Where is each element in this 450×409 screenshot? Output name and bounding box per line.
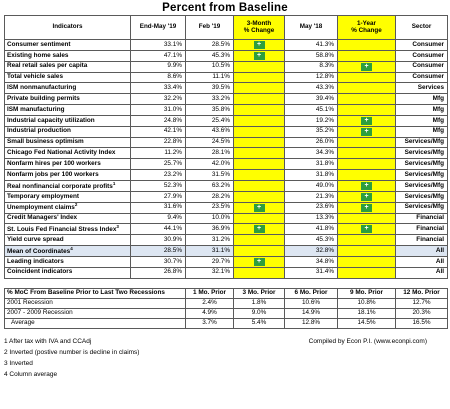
value-feb-19: 31.5%	[186, 170, 234, 181]
table-row	[5, 50, 448, 61]
indicator-name	[5, 267, 131, 278]
value-may-18: 19.2%	[285, 115, 338, 126]
value-feb-19: 10.0%	[186, 213, 234, 224]
three-month-change	[234, 170, 285, 181]
header-3-month-change: 3-Month % Change	[234, 16, 285, 40]
up-arrow-icon: +	[361, 225, 372, 233]
indicator-name	[5, 137, 131, 148]
table-row	[5, 159, 448, 170]
indicator-name	[5, 83, 131, 94]
value-end-may-19: 22.8%	[131, 137, 186, 148]
indicator-name	[5, 94, 131, 105]
indicator-label: Private building permits	[7, 94, 80, 102]
value-may-18: 43.3%	[285, 83, 338, 94]
sector: Mfg	[396, 126, 448, 137]
value-end-may-19: 30.7%	[131, 256, 186, 267]
recession-row	[5, 309, 448, 319]
recession-col-header: 1 Mo. Prior	[186, 289, 234, 299]
indicator-label: Real nonfinancial corporate profits	[7, 182, 113, 190]
one-year-change	[338, 148, 396, 159]
recession-value: 1.8%	[234, 299, 285, 309]
three-month-change	[234, 159, 285, 170]
footnote-1-text: 1 After tax with IVA and CCAdj	[4, 338, 92, 345]
header-may-18: May '18	[285, 16, 338, 40]
indicator-label: Mean of Coordinates	[7, 247, 71, 255]
value-feb-19: 35.8%	[186, 105, 234, 116]
indicator-name	[5, 224, 131, 235]
recession-col-header: 12 Mo. Prior	[396, 289, 448, 299]
sector: Consumer	[396, 40, 448, 51]
sector: Mfg	[396, 115, 448, 126]
three-month-change	[234, 213, 285, 224]
value-end-may-19: 9.4%	[131, 213, 186, 224]
value-feb-19: 39.5%	[186, 83, 234, 94]
value-end-may-19: 9.9%	[131, 61, 186, 72]
one-year-change	[338, 50, 396, 61]
value-end-may-19: 8.6%	[131, 72, 186, 83]
three-month-change	[234, 105, 285, 116]
one-year-change	[338, 105, 396, 116]
value-may-18: 31.8%	[285, 159, 338, 170]
one-year-change	[338, 40, 396, 51]
three-month-change	[234, 148, 285, 159]
indicator-name	[5, 40, 131, 51]
recession-value: 14.5%	[338, 319, 396, 329]
recession-value: 5.4%	[234, 319, 285, 329]
value-end-may-19: 28.5%	[131, 246, 186, 257]
indicator-name	[5, 246, 131, 257]
recession-col-header: 3 Mo. Prior	[234, 289, 285, 299]
one-year-change	[338, 180, 396, 191]
indicator-name	[5, 191, 131, 202]
value-may-18: 23.6%	[285, 202, 338, 213]
table-row	[5, 61, 448, 72]
one-year-change	[338, 137, 396, 148]
indicator-label: Leading indicators	[7, 257, 64, 265]
recession-value: 10.8%	[338, 299, 396, 309]
three-month-change	[234, 126, 285, 137]
one-year-change	[338, 224, 396, 235]
indicator-label: Temporary employment	[7, 192, 79, 200]
one-year-change	[338, 256, 396, 267]
three-month-change	[234, 72, 285, 83]
one-year-change	[338, 115, 396, 126]
indicator-name	[5, 235, 131, 246]
recession-table	[4, 288, 448, 329]
indicator-label: Credit Managers' Index	[7, 214, 78, 222]
three-month-change	[234, 267, 285, 278]
table-row	[5, 94, 448, 105]
header-sector: Sector	[396, 16, 448, 40]
up-arrow-icon: +	[361, 128, 372, 136]
recession-value: 16.5%	[396, 319, 448, 329]
footnote-1	[4, 336, 447, 347]
header-end-may-19: End-May '19	[131, 16, 186, 40]
three-month-change	[234, 83, 285, 94]
table-row	[5, 137, 448, 148]
indicator-label: Real retail sales per capita	[7, 62, 88, 70]
three-month-change	[234, 94, 285, 105]
table-row	[5, 115, 448, 126]
sector: Mfg	[396, 105, 448, 116]
sector: Services/Mfg	[396, 148, 448, 159]
recession-value: 3.7%	[186, 319, 234, 329]
recession-value: 2.4%	[186, 299, 234, 309]
value-may-18: 35.2%	[285, 126, 338, 137]
value-feb-19: 25.4%	[186, 115, 234, 126]
indicator-label: Nonfarm hires per 100 workers	[7, 160, 101, 167]
footnote-marker: 3	[116, 224, 119, 229]
value-end-may-19: 42.1%	[131, 126, 186, 137]
value-feb-19: 31.2%	[186, 235, 234, 246]
value-end-may-19: 24.8%	[131, 115, 186, 126]
recession-header: % MoC From Baseline Prior to Last Two Recessions	[5, 289, 186, 299]
three-month-change	[234, 50, 285, 61]
recession-label: 2007 - 2009 Recession	[5, 309, 186, 319]
value-feb-19: 32.1%	[186, 267, 234, 278]
indicator-name	[5, 256, 131, 267]
recession-label: Average	[5, 319, 186, 329]
value-end-may-19: 33.4%	[131, 83, 186, 94]
value-feb-19: 10.5%	[186, 61, 234, 72]
sector: Financial	[396, 235, 448, 246]
indicator-label: Nonfarm jobs per 100 workers	[7, 170, 99, 178]
up-arrow-icon: +	[361, 182, 372, 190]
recession-col-header: 6 Mo. Prior	[285, 289, 338, 299]
value-may-18: 13.3%	[285, 213, 338, 224]
table-row	[5, 267, 448, 278]
sector: All	[396, 246, 448, 257]
recession-value: 20.3%	[396, 309, 448, 319]
three-month-change	[234, 180, 285, 191]
value-feb-19: 42.0%	[186, 159, 234, 170]
one-year-change	[338, 191, 396, 202]
table-row	[5, 40, 448, 51]
sector: Services/Mfg	[396, 202, 448, 213]
table-row	[5, 213, 448, 224]
value-end-may-19: 30.9%	[131, 235, 186, 246]
one-year-change	[338, 61, 396, 72]
footnote-marker: 1	[112, 180, 116, 186]
recession-col-header: 9 Mo. Prior	[338, 289, 396, 299]
credit-text: Compiled by Econ P.I. (www.econpi.com)	[308, 338, 427, 345]
indicator-name	[5, 180, 131, 191]
recession-value: 10.6%	[285, 299, 338, 309]
three-month-change	[234, 246, 285, 257]
value-may-18: 49.0%	[285, 180, 338, 191]
indicator-label: Existing home sales	[7, 51, 69, 59]
indicator-label: Yield curve spread	[7, 235, 64, 243]
value-end-may-19: 47.1%	[131, 50, 186, 61]
indicator-label: Industrial capacity utilization	[7, 116, 95, 124]
one-year-change	[338, 94, 396, 105]
value-feb-19: 36.9%	[186, 224, 234, 235]
value-may-18: 31.8%	[285, 170, 338, 181]
footnote-marker: 2	[74, 202, 78, 208]
header-indicators: Indicators	[5, 16, 131, 40]
value-may-18: 26.0%	[285, 137, 338, 148]
three-month-change	[234, 256, 285, 267]
footnote-marker: 4	[70, 245, 73, 251]
value-feb-19: 29.7%	[186, 256, 234, 267]
three-month-change	[234, 61, 285, 72]
value-end-may-19: 32.2%	[131, 94, 186, 105]
recession-value: 12.7%	[396, 299, 448, 309]
value-feb-19: 33.2%	[186, 94, 234, 105]
sector: Financial	[396, 213, 448, 224]
footnote-2: 2 Inverted (postive number is decline in claims)	[4, 349, 140, 356]
three-month-change	[234, 224, 285, 235]
three-month-change	[234, 40, 285, 51]
up-arrow-icon: +	[361, 204, 372, 212]
header-1-year-change: 1-Year % Change	[338, 16, 396, 40]
sector: Services/Mfg	[396, 191, 448, 202]
value-feb-19: 11.1%	[186, 72, 234, 83]
one-year-change	[338, 246, 396, 257]
footnote-3: 3 Inverted	[4, 360, 33, 367]
recession-value: 14.9%	[285, 309, 338, 319]
indicator-name	[5, 72, 131, 83]
three-month-change	[234, 235, 285, 246]
up-arrow-icon: +	[254, 52, 265, 60]
value-may-18: 21.3%	[285, 191, 338, 202]
value-end-may-19: 44.1%	[131, 224, 186, 235]
table-row	[5, 224, 448, 235]
sector: Services/Mfg	[396, 180, 448, 191]
up-arrow-icon: +	[254, 204, 265, 212]
recession-value: 18.1%	[338, 309, 396, 319]
sector: All	[396, 256, 448, 267]
one-year-change	[338, 235, 396, 246]
value-may-18: 32.8%	[285, 246, 338, 257]
value-may-18: 34.3%	[285, 148, 338, 159]
table-row	[5, 256, 448, 267]
recession-value: 12.8%	[285, 319, 338, 329]
indicator-name	[5, 213, 131, 224]
sector: Consumer	[396, 50, 448, 61]
recession-row	[5, 319, 448, 329]
recession-value: 4.9%	[186, 309, 234, 319]
indicator-name	[5, 148, 131, 159]
recession-value: 9.0%	[234, 309, 285, 319]
value-end-may-19: 11.2%	[131, 148, 186, 159]
value-may-18: 45.3%	[285, 235, 338, 246]
value-end-may-19: 26.8%	[131, 267, 186, 278]
three-month-change	[234, 115, 285, 126]
indicator-label: Consumer sentiment	[7, 40, 71, 48]
indicator-label: Coincident indicators	[7, 268, 73, 276]
one-year-change	[338, 213, 396, 224]
recession-label: 2001 Recession	[5, 299, 186, 309]
value-end-may-19: 33.1%	[131, 40, 186, 51]
indicator-name	[5, 115, 131, 126]
sector: Services/Mfg	[396, 159, 448, 170]
value-may-18: 8.3%	[285, 61, 338, 72]
table-row	[5, 83, 448, 94]
table-row	[5, 105, 448, 116]
one-year-change	[338, 72, 396, 83]
one-year-change	[338, 202, 396, 213]
value-feb-19: 45.3%	[186, 50, 234, 61]
sector: Mfg	[396, 94, 448, 105]
up-arrow-icon: +	[254, 225, 265, 233]
table-row	[5, 170, 448, 181]
three-month-change	[234, 202, 285, 213]
indicator-label: Chicago Fed National Activity Index	[7, 149, 116, 157]
value-feb-19: 28.2%	[186, 191, 234, 202]
indicator-label: ISM manufacturing	[7, 105, 65, 113]
table-row	[5, 180, 448, 191]
table-header-row	[5, 16, 448, 40]
value-may-18: 12.8%	[285, 72, 338, 83]
sector: Services/Mfg	[396, 137, 448, 148]
value-may-18: 58.8%	[285, 50, 338, 61]
value-feb-19: 43.6%	[186, 126, 234, 137]
one-year-change	[338, 267, 396, 278]
indicator-label: Industrial production	[7, 127, 71, 135]
value-may-18: 41.3%	[285, 40, 338, 51]
up-arrow-icon: +	[254, 258, 265, 266]
value-may-18: 39.4%	[285, 94, 338, 105]
indicator-name	[5, 105, 131, 116]
indicator-label: Small business optimism	[7, 138, 84, 146]
sector: Services/Mfg	[396, 170, 448, 181]
table-row	[5, 202, 448, 213]
sector: Consumer	[396, 61, 448, 72]
indicator-name	[5, 170, 131, 181]
up-arrow-icon: +	[361, 63, 372, 71]
value-end-may-19: 27.9%	[131, 191, 186, 202]
table-row	[5, 191, 448, 202]
up-arrow-icon: +	[361, 193, 372, 201]
value-end-may-19: 52.3%	[131, 180, 186, 191]
recession-row	[5, 299, 448, 309]
table-row	[5, 72, 448, 83]
footnotes	[4, 336, 447, 380]
value-feb-19: 28.1%	[186, 148, 234, 159]
up-arrow-icon: +	[254, 41, 265, 49]
indicator-name	[5, 202, 131, 213]
three-month-change	[234, 137, 285, 148]
table-row	[5, 126, 448, 137]
one-year-change	[338, 83, 396, 94]
value-end-may-19: 23.2%	[131, 170, 186, 181]
indicator-label: ISM nonmanufacturing	[7, 84, 77, 92]
sector: Services	[396, 83, 448, 94]
table-row	[5, 246, 448, 257]
table-row	[5, 235, 448, 246]
indicator-name	[5, 126, 131, 137]
page-title: Percent from Baseline	[162, 2, 288, 14]
indicator-label: Unemployment claims	[7, 204, 75, 212]
up-arrow-icon: +	[361, 117, 372, 125]
indicator-name	[5, 61, 131, 72]
one-year-change	[338, 170, 396, 181]
value-may-18: 31.4%	[285, 267, 338, 278]
sector: Consumer	[396, 72, 448, 83]
indicator-name	[5, 50, 131, 61]
indicator-label: Total vehicle sales	[7, 73, 64, 81]
one-year-change	[338, 159, 396, 170]
value-feb-19: 28.5%	[186, 40, 234, 51]
footnote-4: 4 Column average	[4, 371, 58, 378]
value-end-may-19: 31.6%	[131, 202, 186, 213]
table-row	[5, 148, 448, 159]
value-may-18: 41.8%	[285, 224, 338, 235]
value-feb-19: 23.5%	[186, 202, 234, 213]
value-end-may-19: 25.7%	[131, 159, 186, 170]
value-may-18: 45.1%	[285, 105, 338, 116]
three-month-change	[234, 191, 285, 202]
value-may-18: 34.8%	[285, 256, 338, 267]
one-year-change	[338, 126, 396, 137]
value-end-may-19: 31.0%	[131, 105, 186, 116]
header-feb-19: Feb '19	[186, 16, 234, 40]
value-feb-19: 63.2%	[186, 180, 234, 191]
value-feb-19: 31.1%	[186, 246, 234, 257]
recession-header-row	[5, 289, 448, 299]
value-feb-19: 24.5%	[186, 137, 234, 148]
indicator-label: St. Louis Fed Financial Stress Index	[7, 226, 117, 234]
indicators-table	[4, 15, 448, 279]
sector: All	[396, 267, 448, 278]
indicator-name	[5, 159, 131, 170]
sector: Financial	[396, 224, 448, 235]
